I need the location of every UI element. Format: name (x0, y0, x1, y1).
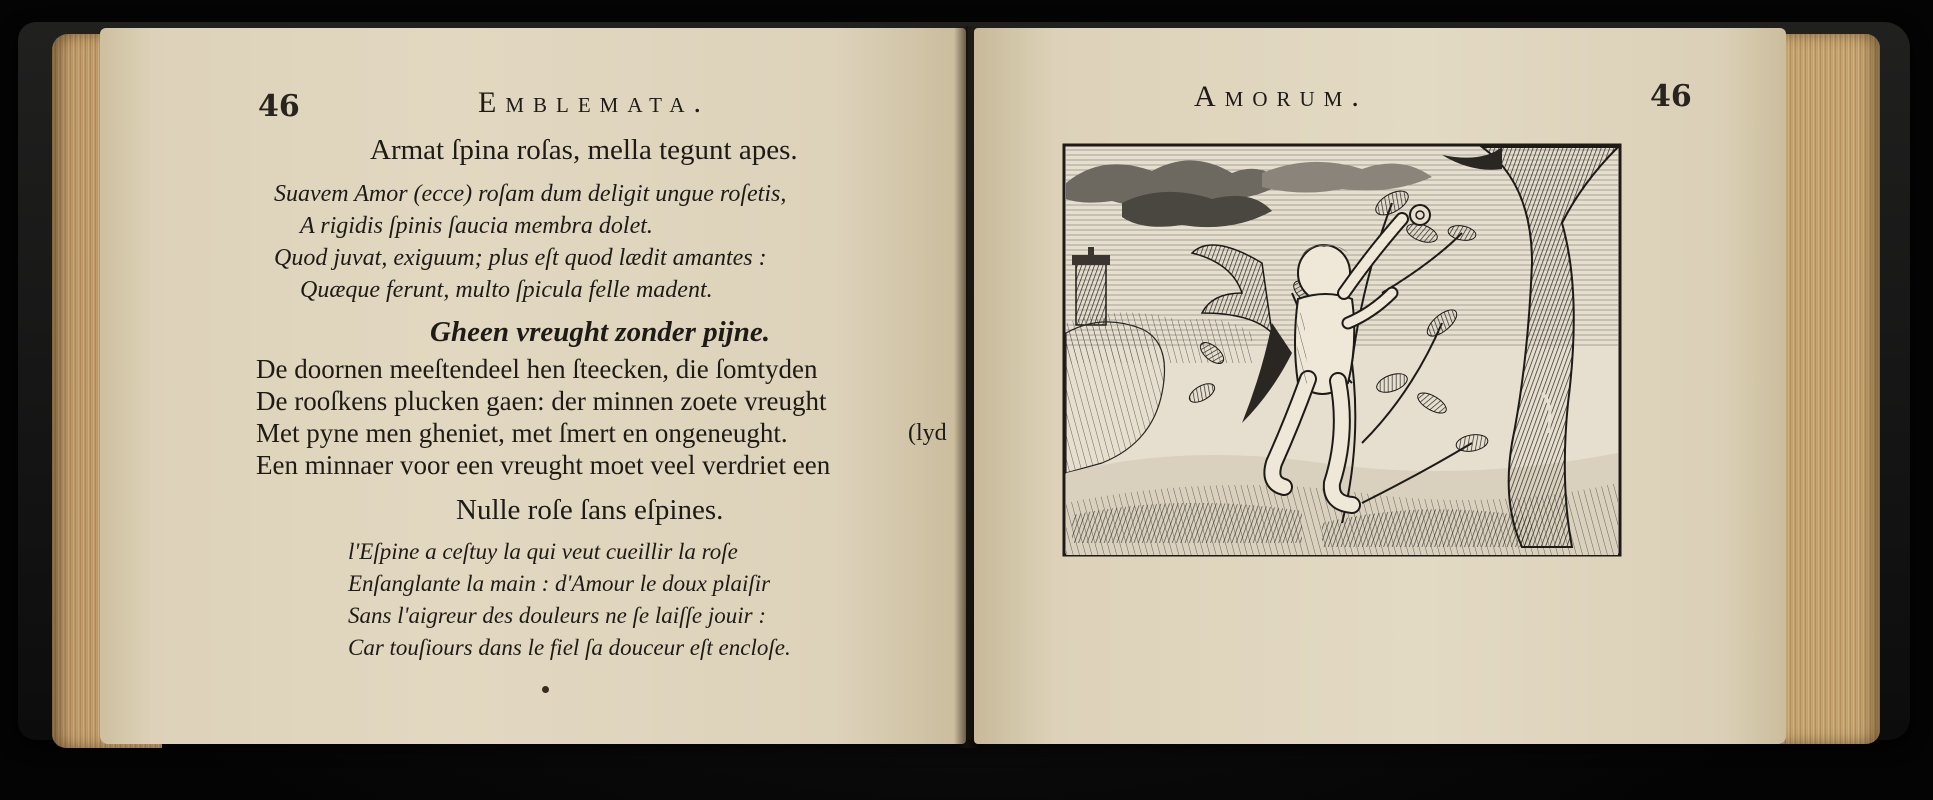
french-line: l'Eſpine a ceſtuy la qui veut cueillir la roſe (348, 539, 738, 564)
dutch-line: De rooſkens plucken gaen: der minnen zoete vreught (256, 386, 827, 416)
dutch-overflow-word: (lyd (908, 420, 947, 446)
french-line: Sans l'aigreur des douleurs ne ſe laiſſe jouir : (348, 603, 767, 628)
dutch-title: Gheen vreught zonder pijne. (430, 316, 770, 348)
motto-latin: Armat ſpina roſas, mella tegunt apes. (370, 134, 798, 166)
left-running-head: Emblemata. (478, 86, 710, 119)
latin-line: Quæque ferunt, multo ſpicula felle madent. (300, 277, 713, 303)
french-line: Enſanglante la main : d'Amour le doux plaiſir (348, 571, 771, 596)
latin-line: Quod juvat, exiguum; plus eſt quod lædit amantes : (274, 245, 767, 271)
emblem-engraving-cupid-picking-rose (1062, 143, 1622, 557)
french-title: Nulle roſe ſans eſpines. (456, 494, 724, 526)
latin-line: Suavem Amor (ecce) roſam dum deligit ungue roſetis, (274, 181, 787, 207)
dutch-line: Een minnaer voor een vreught moet veel verdriet een (256, 450, 831, 480)
left-page-number: 46 (258, 89, 300, 124)
latin-line: A rigidis ſpinis ſaucia membra dolet. (300, 213, 653, 239)
french-line: Car touſiours dans le fiel ſa douceur eſt encloſe. (348, 635, 791, 660)
page-edges-right (1772, 34, 1880, 744)
left-page (100, 28, 966, 744)
ink-spot (542, 686, 549, 693)
right-page-number: 46 (1650, 79, 1692, 114)
right-running-head: Amorum. (1194, 80, 1368, 113)
dutch-line: De doornen meeſtendeel hen ſteecken, die ſomtyden (256, 354, 818, 384)
dutch-line: Met pyne men gheniet, met ſmert en ongeneught. (256, 418, 788, 448)
